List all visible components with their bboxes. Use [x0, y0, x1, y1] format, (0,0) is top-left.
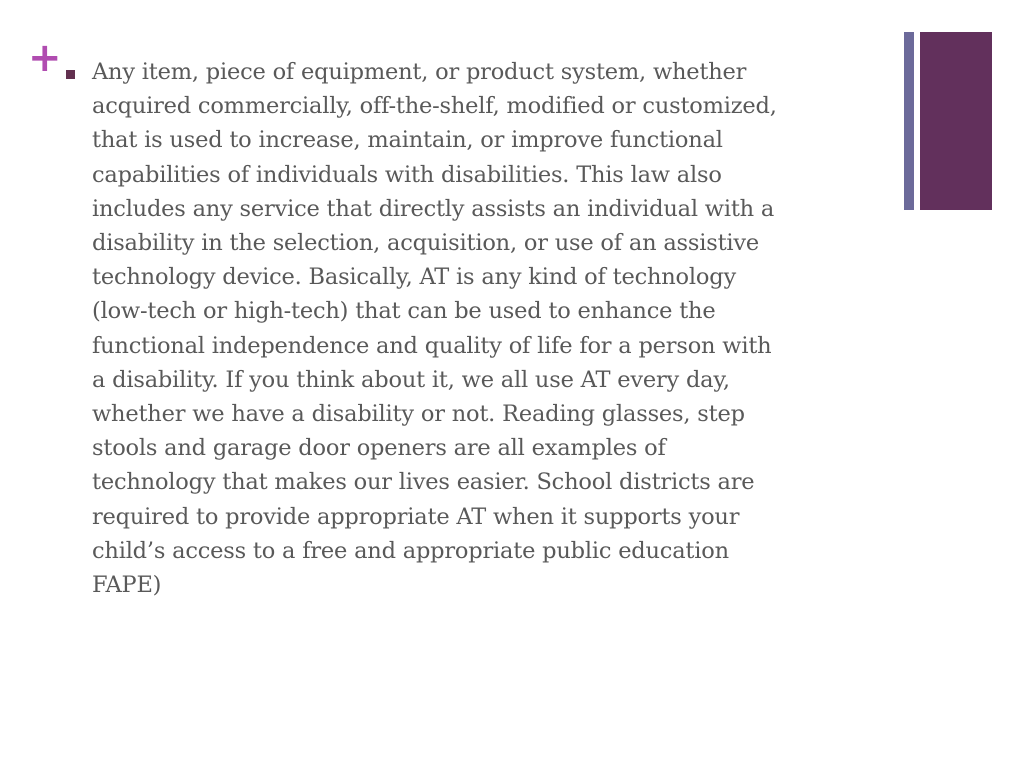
slide-body — [66, 55, 896, 602]
square-bullet-icon — [66, 70, 75, 79]
decorative-bar-thin — [904, 32, 914, 210]
bullet-text: Any item, piece of equipment, or product system, whether acquired commercially, off-the-shelf, modified or customized, that is used to increase, maintain, or improve functional capabilities of individuals with disabilities. This law also includes any service that directly assists an individual with a disability in the selection, acquisition, or use of an assistive technology device. Basically, AT is any kind of technology (low-tech or high-tech) that can be used to enhance the functional independence and quality of life for a person with a disability. If you think about it, we all use AT every day, whether we have a disability or not. Reading glasses, step stools and garage door openers are all examples of technology that makes our lives easier. School districts are required to provide appropriate AT when it supports your child’s access to a free and appropriate public education FAPE) — [92, 59, 777, 599]
decorative-bar-wide — [920, 32, 992, 210]
bullet-item — [66, 55, 896, 602]
plus-icon: + — [28, 35, 62, 81]
